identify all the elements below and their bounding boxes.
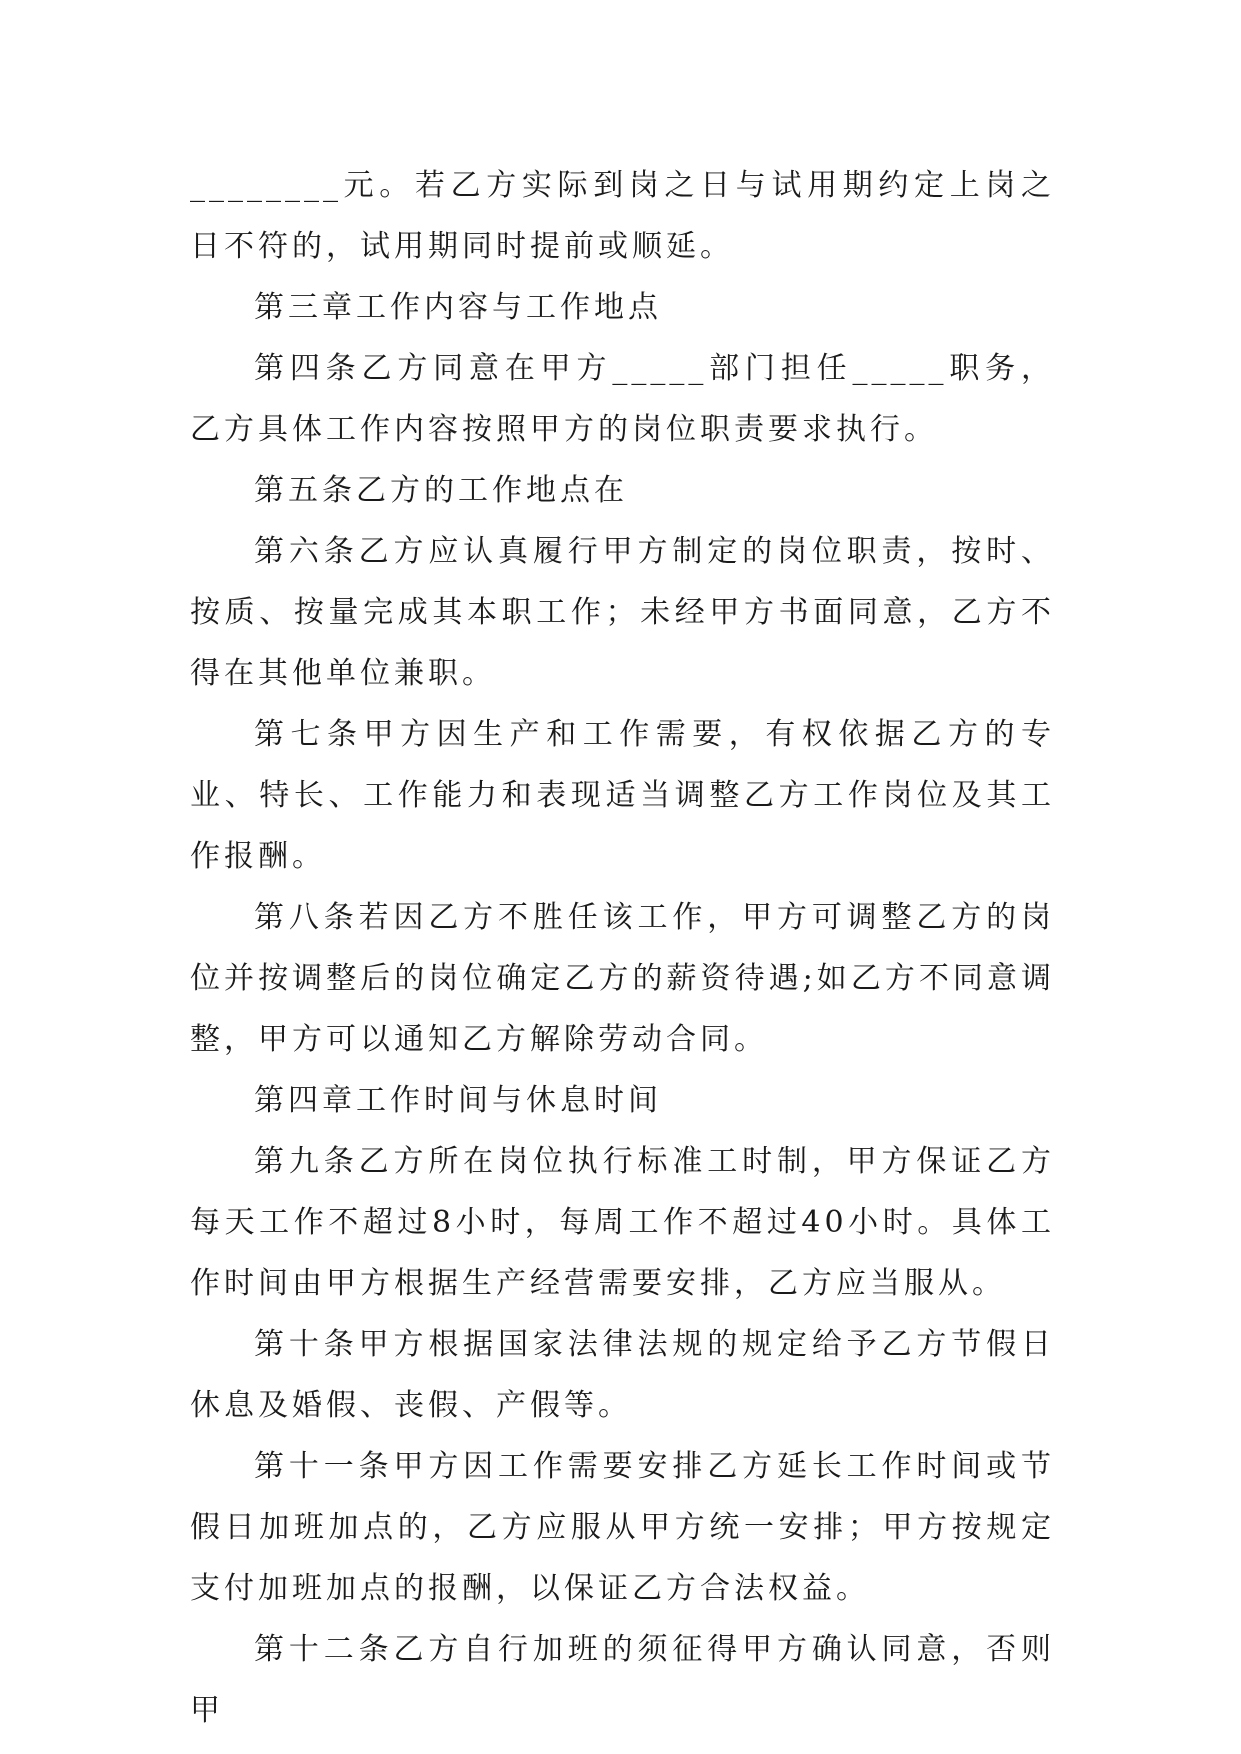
paragraph-probation-continuation: ________元。若乙方实际到岗之日与试用期约定上岗之日不符的，试用期同时提前或顺延。 xyxy=(190,168,1055,264)
article-8: 第八条若因乙方不胜任该工作，甲方可调整乙方的岗位并按调整后的岗位确定乙方的薪资待遇;如乙方不同意调整，甲方可以通知乙方解除劳动合同。 xyxy=(190,900,1055,1057)
article-9: 第九条乙方所在岗位执行标准工时制，甲方保证乙方每天工作不超过8小时，每周工作不超过40小时。具体工作时间由甲方根据生产经营需要安排，乙方应当服从。 xyxy=(190,1144,1055,1301)
chapter-heading-3: 第三章工作内容与工作地点 xyxy=(254,290,662,325)
article-10: 第十条甲方根据国家法律法规的规定给予乙方节假日休息及婚假、丧假、产假等。 xyxy=(190,1327,1055,1423)
chapter-heading-4: 第四章工作时间与休息时间 xyxy=(254,1083,662,1118)
article-5: 第五条乙方的工作地点在 xyxy=(254,473,628,508)
article-7: 第七条甲方因生产和工作需要，有权依据乙方的专业、特长、工作能力和表现适当调整乙方工作岗位及其工作报酬。 xyxy=(190,717,1055,874)
article-11: 第十一条甲方因工作需要安排乙方延长工作时间或节假日加班加点的，乙方应服从甲方统一安排；甲方按规定支付加班加点的报酬，以保证乙方合法权益。 xyxy=(190,1449,1055,1606)
document-body xyxy=(190,155,1055,1741)
article-6: 第六条乙方应认真履行甲方制定的岗位职责，按时、按质、按量完成其本职工作；未经甲方书面同意，乙方不得在其他单位兼职。 xyxy=(190,534,1055,691)
article-12: 第十二条乙方自行加班的须征得甲方确认同意，否则甲 xyxy=(190,1632,1055,1728)
article-4: 第四条乙方同意在甲方_____部门担任_____职务，乙方具体工作内容按照甲方的岗位职责要求执行。 xyxy=(190,351,1055,447)
